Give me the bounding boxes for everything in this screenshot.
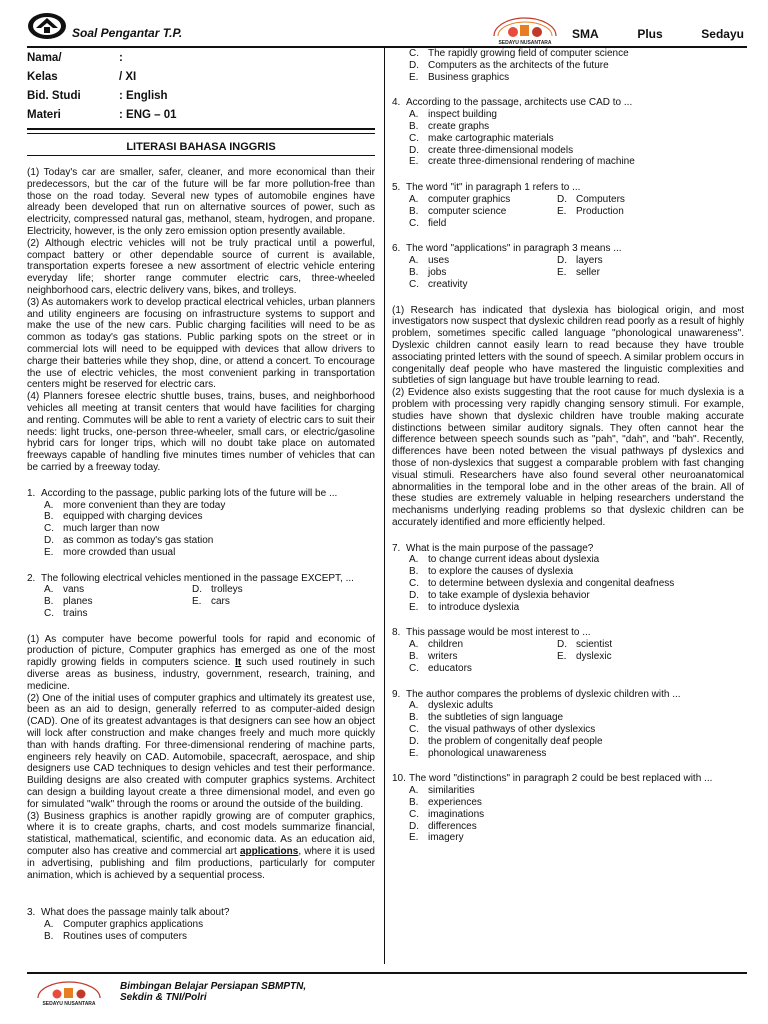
question-number: 1. [27, 487, 36, 499]
answer-option[interactable] [192, 584, 375, 596]
question-9 [392, 689, 744, 760]
question-stem: The author compares the problems of dyslexic children with ... [406, 688, 681, 700]
option-letter: A. [409, 785, 419, 797]
passage-paragraph: (2) Evidence also exists suggesting that the root cause for much dyslexia is a problem with processing very rapidly changing sensory stimuli. For example, studies have shown that dyslexic children have trouble making accurate distinctions between similar auditory signals. They often cannot hear the difference between speech sounds such as "pah", "dah", and "bah". Recently, differences have been noted between the visual pathways pf dyslexics and those of non-dyslexics that suggest a comparable problem with fast changing visual stimuli. Researchers have also found several other neuroanatomical abnormalities in the temporal lobe and in the other areas of the brain. All of these studies are extremely valuable in helping researchers understand the mechanisms underlying reading problems so that dyslexic children can be accurately identified and more efficiently helped. [392, 387, 744, 528]
option-text: trains [63, 607, 88, 619]
school-name-part: Sedayu [701, 27, 744, 41]
answer-option[interactable] [409, 639, 557, 651]
school-name [572, 27, 744, 41]
answer-option[interactable] [409, 712, 744, 724]
answer-option[interactable] [409, 578, 744, 590]
question-stem: What is the main purpose of the passage? [406, 542, 594, 554]
option-letter: A. [44, 584, 54, 596]
question-stem: The word "it" in paragraph 1 refers to ... [406, 182, 581, 194]
footer-tagline [120, 981, 306, 1003]
option-letter: A. [409, 700, 419, 712]
school-name-part: Plus [637, 27, 663, 41]
option-text: Computer graphics applications [63, 919, 204, 931]
option-letter: D. [557, 255, 567, 267]
answer-option[interactable] [192, 596, 375, 608]
answer-option[interactable] [409, 785, 744, 797]
question-stem: The word "distinctions" in paragraph 2 could be best replaced with ... [409, 773, 713, 785]
question-6 [392, 243, 744, 290]
answer-option[interactable] [409, 133, 744, 145]
question-number: 8. [392, 627, 401, 639]
option-text: field [428, 217, 447, 229]
option-letter: B. [409, 651, 419, 663]
option-text: cars [211, 596, 230, 608]
option-text: Computers [576, 193, 625, 205]
question-1 [27, 488, 375, 559]
option-letter: E. [409, 601, 419, 613]
option-text: experiences [428, 797, 482, 809]
identity-row-name [27, 48, 375, 67]
footer-divider [27, 972, 747, 974]
option-letter: E. [409, 156, 419, 168]
option-letter: E. [409, 832, 419, 844]
option-text: the visual pathways of other dyslexics [428, 724, 596, 736]
option-letter: B. [409, 266, 419, 278]
option-letter: A. [409, 255, 419, 267]
identity-value: : English [119, 89, 168, 102]
institution-emblem-icon [27, 12, 67, 40]
option-letter: D. [192, 584, 202, 596]
option-letter: C. [409, 48, 419, 59]
answer-option[interactable] [44, 500, 375, 512]
option-text: Production [576, 205, 624, 217]
passage-paragraph: (2) Although electric vehicles will not be truly practical until a powerful, compact battery or other dependable source of current is available, transportation experts foresee a new assortment of electric vehicle entering everyday life; shorter range commuter electric cars, three-wheeled neighborhood cars, electric delivery vans, bikes, and trolleys. [27, 237, 375, 296]
question-number: 9. [392, 688, 401, 700]
option-text: Computers as the architects of the future [428, 59, 609, 71]
option-letter: D. [409, 820, 419, 832]
option-text: more convenient than they are today [63, 499, 226, 511]
option-text: to explore the causes of dyslexia [428, 566, 574, 578]
question-stem: What does the passage mainly talk about? [41, 907, 230, 919]
answer-option[interactable] [44, 584, 192, 596]
answer-option[interactable] [409, 663, 557, 675]
question-stem: The following electrical vehicles mentioned in the passage EXCEPT, ... [41, 572, 354, 584]
option-text: create three-dimensional rendering of machine [428, 156, 635, 168]
option-letter: A. [409, 109, 419, 121]
section-title: LITERASI BAHASA INGGRIS [126, 141, 276, 153]
answer-option[interactable] [409, 809, 744, 821]
passage-paragraph: (2) One of the initial uses of computer graphics and ultimately its greatest use, been as an aid to design, generally referred to as computer-aided design (CAD). One of its greatest advantages is that designers can see how an object will lock after construction and make changes freely and much more quickly than with hands drafting. For three-dimensional rendering of machine parts, engineers rely heavily on CAD. Automobile, spacecraft, aerospace, and ship designers use CAD techniques to design vehicles and test their performance. Building designs are also created with computer graphics systems. Architect can design a building layout create a three dimensional model, and even go for simulated "walk" through the rooms or around the outside of the building. [27, 692, 375, 810]
answer-option[interactable] [409, 267, 557, 279]
question-number: 10. [392, 773, 406, 785]
option-letter: C. [409, 217, 419, 229]
question-4 [392, 97, 744, 168]
option-text: scientist [576, 639, 613, 651]
identity-value: / XI [119, 70, 137, 83]
option-letter: D. [44, 534, 54, 546]
option-text: to determine between dyslexia and congenital deafness [428, 578, 675, 590]
answer-option[interactable] [44, 511, 375, 523]
answer-option[interactable] [409, 832, 744, 844]
answer-option[interactable] [409, 602, 744, 614]
option-text: much larger than now [63, 523, 160, 535]
option-text: creativity [428, 278, 468, 290]
option-text: planes [63, 596, 93, 608]
answer-option[interactable] [409, 255, 557, 267]
answer-option[interactable] [409, 700, 744, 712]
footer-line: Bimbingan Belajar Persiapan SBMPTN, [120, 981, 307, 992]
question-5 [392, 182, 744, 229]
option-letter: C. [409, 132, 419, 144]
option-text: to take example of dyslexia behavior [428, 589, 590, 601]
option-text: dyslexic adults [428, 700, 494, 712]
option-text: more crowded than usual [63, 546, 176, 558]
student-identity-table [27, 48, 375, 124]
option-text: the problem of congenitally deaf people [428, 735, 603, 747]
answer-option[interactable] [409, 797, 744, 809]
option-text: computer graphics [428, 193, 511, 205]
option-letter: C. [409, 724, 419, 736]
answer-option[interactable] [557, 267, 744, 279]
option-text: inspect building [428, 109, 497, 121]
option-letter: E. [557, 205, 567, 217]
option-letter: E. [192, 596, 202, 608]
option-text: writers [428, 651, 458, 663]
answer-option[interactable] [44, 547, 375, 559]
question-stem: According to the passage, public parking lots of the future will be ... [41, 487, 338, 499]
option-text: Routines uses of computers [63, 931, 187, 943]
option-letter: C. [44, 523, 54, 535]
option-text: computer science [428, 205, 507, 217]
option-letter: B. [409, 797, 419, 809]
option-text: imaginations [428, 808, 485, 820]
svg-text:SEDAYU NUSANTARA: SEDAYU NUSANTARA [42, 1001, 96, 1006]
answer-option[interactable] [409, 194, 557, 206]
answer-option[interactable] [409, 145, 744, 157]
section-divider [27, 155, 375, 156]
page-header [0, 0, 768, 48]
answer-option[interactable] [44, 535, 375, 547]
section-divider [27, 133, 375, 134]
answer-option[interactable] [409, 48, 744, 60]
answer-option[interactable] [409, 279, 557, 291]
option-letter: B. [409, 120, 419, 132]
sedayu-nusantara-logo [488, 14, 562, 46]
option-text: imagery [428, 832, 464, 844]
option-text: uses [428, 255, 450, 267]
option-letter: E. [557, 651, 567, 663]
option-text: vans [63, 584, 85, 596]
answer-option[interactable] [409, 72, 744, 84]
sedayu-nusantara-logo [32, 978, 106, 1006]
passage-paragraph: (1) Today's car are smaller, safer, cleaner, and more economical than their predecessors, but the car of the future will be far more pollution-free than those on the road today. Several new types of automobile engines have already been developed that run on alternative sources of power, such as electricity, compressed natural gas, methanol, steam, hydrogen, and propane. Electricity, however, is the only zero emission option presently available. [27, 167, 375, 237]
question-7 [392, 543, 744, 614]
answer-option[interactable] [44, 608, 192, 620]
option-text: The rapidly growing field of computer science [428, 48, 629, 59]
option-text: dyslexic [576, 651, 612, 663]
question-number: 2. [27, 572, 36, 584]
question-number: 5. [392, 182, 401, 194]
answer-option[interactable] [409, 60, 744, 72]
option-letter: A. [409, 639, 419, 651]
answer-option[interactable] [409, 206, 557, 218]
option-letter: B. [44, 931, 54, 943]
option-letter: C. [44, 607, 54, 619]
answer-option[interactable] [409, 724, 744, 736]
answer-option[interactable] [409, 156, 744, 168]
answer-option[interactable] [557, 194, 744, 206]
answer-option[interactable] [557, 639, 744, 651]
option-text: the subtleties of sign language [428, 712, 564, 724]
option-letter: D. [557, 193, 567, 205]
identity-label: Materi [27, 108, 61, 121]
answer-option[interactable] [557, 255, 744, 267]
answer-option[interactable] [409, 218, 557, 230]
footer-line: Sekdin & TNI/Polri [120, 992, 207, 1003]
option-text: to change current ideas about dyslexia [428, 554, 600, 566]
identity-row-material [27, 105, 375, 124]
option-text: to introduce dyslexia [428, 601, 520, 613]
header-title: Soal Pengantar T.P. [72, 26, 183, 40]
option-text: create graphs [428, 120, 490, 132]
answer-option[interactable] [409, 821, 744, 833]
section-divider [27, 128, 375, 130]
question-number: 3. [27, 907, 36, 919]
option-text: Business graphics [428, 71, 510, 83]
identity-value: : [119, 51, 123, 64]
question-number: 7. [392, 542, 401, 554]
option-letter: E. [409, 71, 419, 83]
option-text: seller [576, 266, 600, 278]
answer-option[interactable] [44, 919, 375, 931]
option-letter: C. [409, 662, 419, 674]
option-letter: A. [44, 499, 54, 511]
option-text: educators [428, 662, 472, 674]
option-letter: D. [409, 59, 419, 71]
option-letter: A. [44, 919, 54, 931]
option-text: children [428, 639, 464, 651]
identity-label: Bid. Studi [27, 89, 81, 102]
school-name-part: SMA [572, 27, 599, 41]
option-text: as common as today's gas station [63, 534, 214, 546]
option-letter: C. [409, 278, 419, 290]
question-number: 6. [392, 243, 401, 255]
option-letter: B. [409, 205, 419, 217]
option-letter: D. [409, 589, 419, 601]
option-text: make cartographic materials [428, 132, 554, 144]
option-letter: B. [44, 596, 54, 608]
question-8 [392, 627, 744, 674]
answer-option[interactable] [44, 523, 375, 535]
option-text: phonological unawareness [428, 747, 547, 759]
option-text: equipped with charging devices [63, 511, 203, 523]
left-column [27, 167, 375, 943]
question-stem: This passage would be most interest to ... [406, 627, 591, 639]
question-2 [27, 573, 375, 620]
answer-option[interactable] [557, 206, 744, 218]
identity-label: Kelas [27, 70, 58, 83]
option-letter: A. [409, 554, 419, 566]
passage-paragraph: (3) Business graphics is another rapidly growing are of computer graphics, where it is to create graphs, charts, and cost models summarize financial, statistical, mathematical, scientific, and economic data. As an education aid, computer also has creative and commercial art applications, where it is used in advertising, publishing and film productions, particularly for computer animation, which is achieved by a sequential process. [27, 810, 375, 881]
passage-paragraph: (3) As automakers work to develop practical electrical vehicles, urban planners and utility engineers are focusing on infrastructure systems to support and make the use of the new cars. Public charging facilities will need to be as common as today's gas stations. Public parking spots on the street or in commercial lots will need to be equipped with devices that allow drivers to charge their batteries while they shop, dine, or attend a concert. To encourage the use of electric vehicles, the most convenient parking in transportation centers might be reserved for electric cars. [27, 296, 375, 391]
question-3-continued [392, 48, 744, 83]
option-text: jobs [428, 266, 447, 278]
question-3 [27, 907, 375, 942]
option-letter: C. [409, 578, 419, 590]
passage-paragraph: (4) Planners foresee electric shuttle buses, trains, buses, and neighborhood vehicles all meeting at transit centers that would have facilities for charging and renting. Commutes will be able to rent a variety of electric cars to suit their needs: light trucks, one-person three-wheeler, small cars, or electric/gasoline hybrid cars for longer trips, which will no doubt take place on automated freeways capable of handling five minutes times number of vehicles that can be carried by a freeway today. [27, 391, 375, 473]
question-stem: The word "applications" in paragraph 3 means ... [406, 243, 622, 255]
identity-row-subject [27, 86, 375, 105]
question-10 [392, 773, 744, 844]
answer-option[interactable] [409, 736, 744, 748]
answer-option[interactable] [409, 651, 557, 663]
question-number: 4. [392, 97, 401, 109]
option-letter: D. [409, 735, 419, 747]
option-letter: B. [44, 511, 54, 523]
identity-label: Nama/ [27, 51, 62, 64]
answer-option[interactable] [44, 596, 192, 608]
option-text: layers [576, 255, 603, 267]
passage-paragraph: (1) As computer have become powerful tools for rapid and economic of production of picture, Computer graphics has emerged as one of the most rapidly growing fields in computers science. It such used routinely in such diverse areas as business, industry, government, research, training, and medicine. [27, 633, 375, 692]
identity-row-class [27, 67, 375, 86]
option-text: trolleys [211, 584, 243, 596]
answer-option[interactable] [409, 590, 744, 602]
answer-option[interactable] [409, 566, 744, 578]
option-letter: E. [44, 546, 54, 558]
passage-paragraph: (1) Research has indicated that dyslexia has biological origin, and most investigators now suspect that dyslexic children read poorly as a result of highly problem, sometimes specific called language "phonological unawareness". Dyslexic children cannot easily learn to read because they have trouble associating printed letters with the sound of speech. A similar problem occurs in congenitally deaf people who have mastered the linguistic complexities and subtleties of sign language but have trouble learning to read. [392, 304, 744, 387]
option-letter: E. [557, 266, 567, 278]
answer-option[interactable] [409, 748, 744, 760]
option-letter: B. [409, 566, 419, 578]
option-letter: C. [409, 808, 419, 820]
option-letter: D. [409, 144, 419, 156]
answer-option[interactable] [557, 651, 744, 663]
option-text: similarities [428, 785, 475, 797]
answer-option[interactable] [409, 109, 744, 121]
question-stem: According to the passage, architects use CAD to ... [406, 97, 633, 109]
answer-option[interactable] [409, 554, 744, 566]
answer-option[interactable] [44, 931, 375, 943]
option-text: create three-dimensional models [428, 144, 574, 156]
option-letter: D. [557, 639, 567, 651]
option-letter: B. [409, 712, 419, 724]
option-text: differences [428, 820, 477, 832]
column-divider [384, 48, 385, 964]
option-letter: E. [409, 747, 419, 759]
identity-value: : ENG – 01 [119, 108, 177, 121]
svg-text:SEDAYU NUSANTARA: SEDAYU NUSANTARA [498, 40, 552, 46]
answer-option[interactable] [409, 121, 744, 133]
right-column [392, 48, 744, 844]
option-letter: A. [409, 193, 419, 205]
